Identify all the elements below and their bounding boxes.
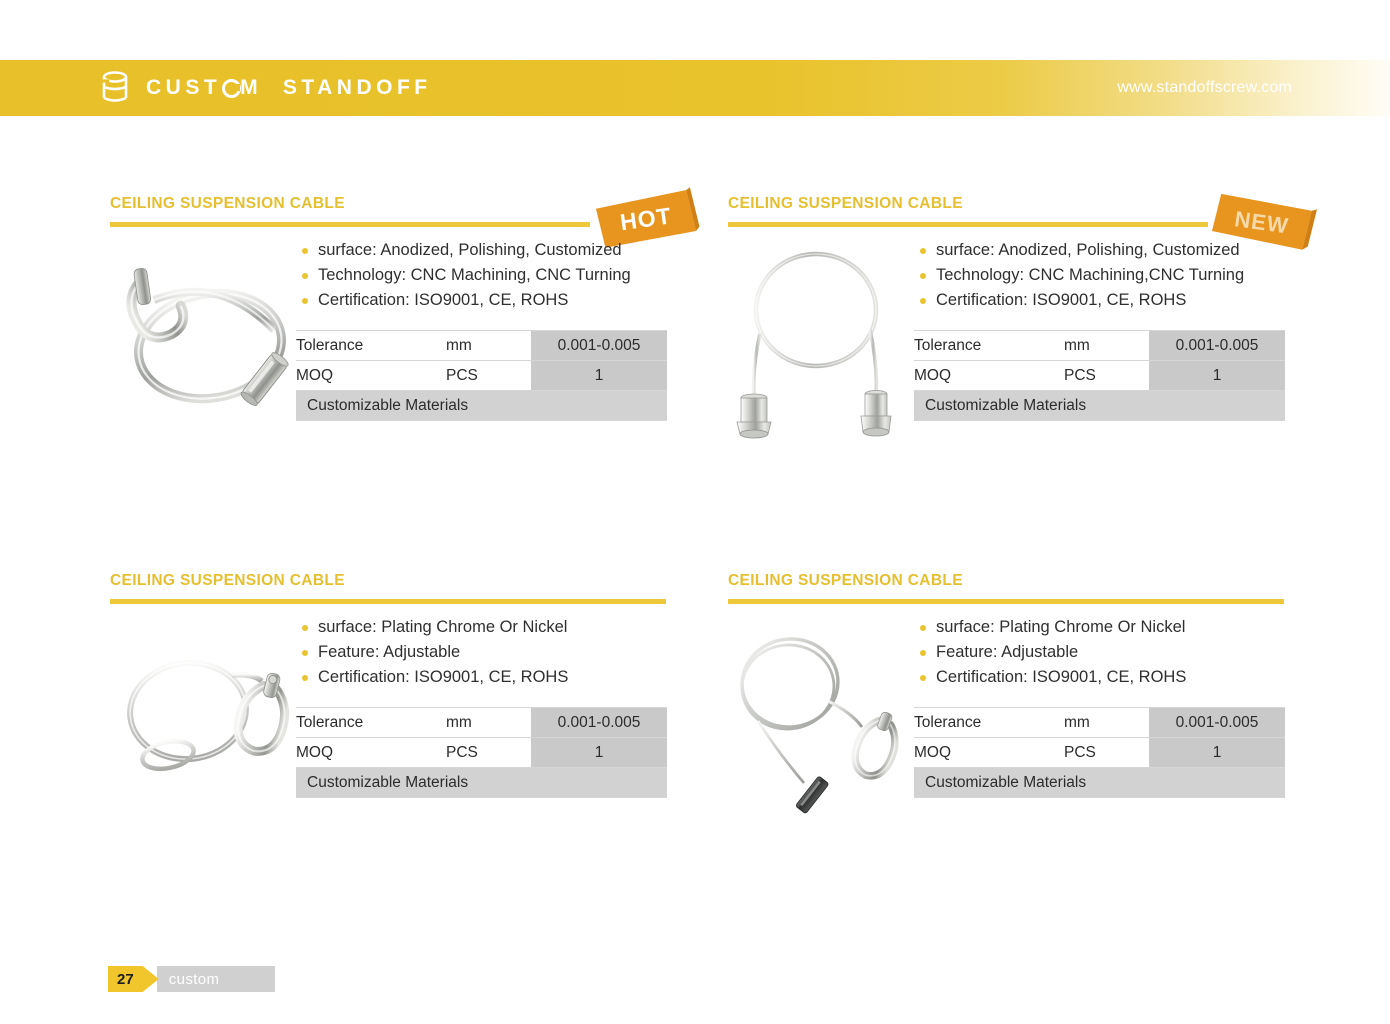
brand-text-part3: STANDOFF xyxy=(282,76,432,99)
svg-text:HOT: HOT xyxy=(618,202,674,236)
spec-bullet: Feature: Adjustable xyxy=(914,640,1289,665)
spec-bullet: Certification: ISO9001, CE, ROHS xyxy=(914,665,1289,690)
spec-table xyxy=(914,707,1285,798)
table-row-materials xyxy=(296,768,667,798)
spec-bullet: surface: Anodized, Polishing, Customized xyxy=(914,238,1289,263)
spec-bullet-list xyxy=(296,238,671,313)
materials-label: Customizable Materials xyxy=(914,391,1285,421)
table-row-tolerance xyxy=(296,708,667,738)
spec-bullet: Certification: ISO9001, CE, ROHS xyxy=(914,288,1289,313)
standoff-barrel-icon xyxy=(100,71,128,105)
product-header xyxy=(728,571,1298,615)
product-body xyxy=(110,238,680,468)
brand-logo xyxy=(100,71,432,105)
moq-value: 1 xyxy=(531,361,667,391)
product-image-cable-with-carabiner-and-gripper xyxy=(110,238,300,453)
title-underline xyxy=(110,222,590,227)
spec-bullet-list xyxy=(296,615,671,690)
brand-text-part1: CUST xyxy=(146,76,222,99)
spec-table xyxy=(296,330,667,421)
tolerance-unit: mm xyxy=(446,708,531,738)
moq-unit: PCS xyxy=(446,361,531,391)
title-underline xyxy=(110,599,666,604)
tolerance-label: Tolerance xyxy=(296,331,446,361)
svg-text:NEW: NEW xyxy=(1233,206,1291,239)
spec-bullet-list xyxy=(914,615,1289,690)
spec-table xyxy=(296,707,667,798)
spec-bullet: surface: Plating Chrome Or Nickel xyxy=(914,615,1289,640)
table-row-tolerance xyxy=(914,708,1285,738)
tolerance-label: Tolerance xyxy=(914,708,1064,738)
moq-unit: PCS xyxy=(446,738,531,768)
spec-bullet: Technology: CNC Machining, CNC Turning xyxy=(296,263,671,288)
spec-bullet: surface: Anodized, Polishing, Customized xyxy=(296,238,671,263)
moq-value: 1 xyxy=(1149,361,1285,391)
product-specs xyxy=(296,615,671,798)
product-title: CEILING SUSPENSION CABLE xyxy=(728,572,963,589)
product-title: CEILING SUSPENSION CABLE xyxy=(110,195,345,212)
product-card xyxy=(110,194,680,468)
table-row-moq xyxy=(914,738,1285,768)
materials-label: Customizable Materials xyxy=(296,391,667,421)
product-body xyxy=(110,615,680,845)
moq-unit: PCS xyxy=(1064,361,1149,391)
moq-value: 1 xyxy=(1149,738,1285,768)
moq-label: MOQ xyxy=(296,738,446,768)
moq-label: MOQ xyxy=(296,361,446,391)
table-row-moq xyxy=(296,738,667,768)
product-image-coiled-cable-with-carabiner-and-stopper xyxy=(728,615,918,830)
footer-band xyxy=(157,966,275,992)
footer-label: custom xyxy=(168,970,220,988)
tolerance-value: 0.001-0.005 xyxy=(1149,708,1285,738)
title-underline xyxy=(728,222,1208,227)
product-specs xyxy=(914,615,1289,798)
tolerance-unit: mm xyxy=(1064,708,1149,738)
product-body xyxy=(728,615,1298,845)
brand-o-glyph-icon xyxy=(222,79,239,96)
spec-bullet: Certification: ISO9001, CE, ROHS xyxy=(296,288,671,313)
page-number: 27 xyxy=(108,966,143,992)
table-row-materials xyxy=(914,768,1285,798)
product-header xyxy=(728,194,1298,238)
product-card xyxy=(110,571,680,845)
materials-label: Customizable Materials xyxy=(914,768,1285,798)
product-card xyxy=(728,194,1298,468)
brand-text-part2: M xyxy=(240,76,263,99)
new-badge xyxy=(1208,194,1300,240)
moq-unit: PCS xyxy=(1064,738,1149,768)
product-image-cable-with-two-ceiling-fittings xyxy=(728,238,918,453)
materials-label: Customizable Materials xyxy=(296,768,667,798)
tolerance-value: 0.001-0.005 xyxy=(531,331,667,361)
hot-badge xyxy=(590,194,682,240)
spec-bullet-list xyxy=(914,238,1289,313)
tolerance-value: 0.001-0.005 xyxy=(1149,331,1285,361)
product-specs xyxy=(914,238,1289,421)
product-header xyxy=(110,194,680,238)
tolerance-unit: mm xyxy=(446,331,531,361)
spec-bullet: surface: Plating Chrome Or Nickel xyxy=(296,615,671,640)
product-title: CEILING SUSPENSION CABLE xyxy=(110,572,345,589)
page-footer xyxy=(108,966,275,992)
moq-label: MOQ xyxy=(914,361,1064,391)
tolerance-value: 0.001-0.005 xyxy=(531,708,667,738)
product-body xyxy=(728,238,1298,468)
tolerance-label: Tolerance xyxy=(296,708,446,738)
table-row-moq xyxy=(296,361,667,391)
spec-table xyxy=(914,330,1285,421)
brand-name xyxy=(146,76,432,100)
table-row-tolerance xyxy=(296,331,667,361)
table-row-materials xyxy=(296,391,667,421)
tolerance-unit: mm xyxy=(1064,331,1149,361)
table-row-materials xyxy=(914,391,1285,421)
table-row-tolerance xyxy=(914,331,1285,361)
product-specs xyxy=(296,238,671,421)
page-header xyxy=(0,60,1390,116)
product-header xyxy=(110,571,680,615)
spec-bullet: Certification: ISO9001, CE, ROHS xyxy=(296,665,671,690)
website-url[interactable]: www.standoffscrew.com xyxy=(1117,79,1292,96)
product-card xyxy=(728,571,1298,845)
spec-bullet: Feature: Adjustable xyxy=(296,640,671,665)
title-underline xyxy=(728,599,1284,604)
table-row-moq xyxy=(914,361,1285,391)
moq-label: MOQ xyxy=(914,738,1064,768)
tolerance-label: Tolerance xyxy=(914,331,1064,361)
product-title: CEILING SUSPENSION CABLE xyxy=(728,195,963,212)
product-image-cable-loop-with-side-carabiner xyxy=(110,615,300,830)
moq-value: 1 xyxy=(531,738,667,768)
spec-bullet: Technology: CNC Machining,CNC Turning xyxy=(914,263,1289,288)
